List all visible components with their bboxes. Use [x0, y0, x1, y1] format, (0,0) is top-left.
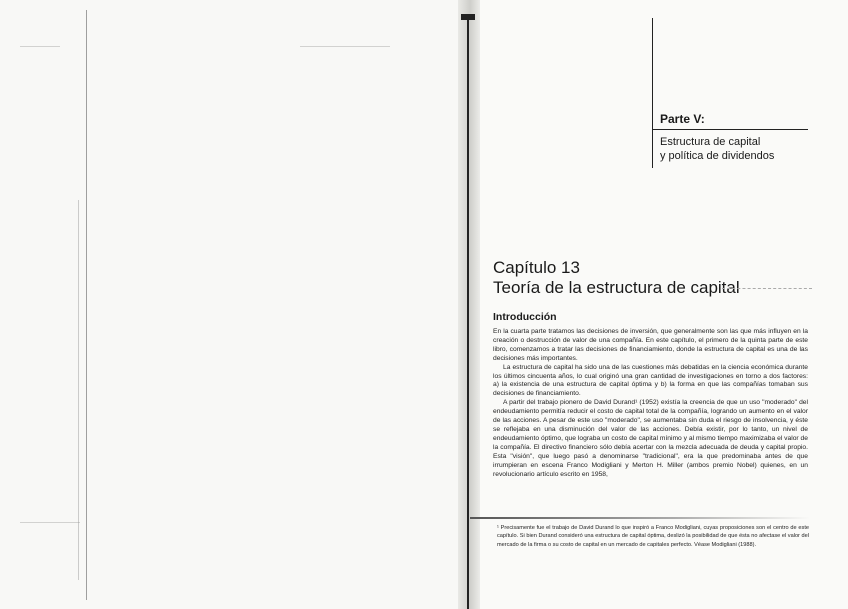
chapter-title: Teoría de la estructura de capital — [493, 278, 740, 297]
scan-artifact — [20, 46, 60, 47]
scan-artifact — [20, 522, 80, 523]
section-heading: Introducción — [493, 311, 557, 323]
paragraph: La estructura de capital ha sido una de las cuestiones más debatidas en la ciencia económica durante los últimos cincuenta años, lo cual originó una gran cantidad de investigaciones en torno a dos factores: a) la existencia de una estructura de capital óptima y b) la forma en que las compañías tomaban sus decisiones de financiamiento. — [493, 363, 808, 398]
scan-artifact — [300, 46, 390, 47]
part-label: Parte V: — [660, 112, 705, 126]
chapter-number: Capítulo 13 — [493, 258, 580, 277]
page-edge-line — [86, 10, 87, 600]
body-text — [493, 328, 808, 479]
paragraph: En la cuarta parte tratamos las decisiones de inversión, que generalmente son las que más influyen en la creación o destrucción de valor de una compañía. En este capítulo, el primero de la quinta parte de este libro, comenzamos a tratar las decisiones de financiamiento, donde la estructura de capital es una de las decisiones más importantes. — [493, 328, 808, 362]
part-horizontal-rule — [652, 129, 808, 130]
footnote-rule — [470, 517, 810, 519]
part-title-line: y política de dividendos — [660, 150, 775, 162]
part-title — [660, 135, 830, 163]
paragraph: A partir del trabajo pionero de David Durand¹ (1952) existía la creencia de que un uso "moderado" del endeudamiento permitía reducir el costo de capital total de la compañía, logrando un aumento en el valor de las acciones. A pesar de este uso "moderado", se aumentaba sin duda el riesgo de insolvencia, y éste se reflejaba en una disminución del valor de las acciones. Debía existir, por lo tanto, un nivel de endeudamiento óptimo, que lograba un costo de capital mínimo y al mismo tiempo maximizaba el valor de la compañía. El directivo financiero sólo debía acertar con la mezcla adecuada de deuda y capital propio. Esta "visión", que luego pasó a denominarse "tradicional", era la que predominaba antes de que irrumpieran en escena Franco Modigliani y Merton H. Miller (ambos premio Nobel) quienes, en un revolucionario artículo escrito en 1958, — [493, 399, 808, 478]
chapter-title-rule — [722, 288, 812, 290]
gutter-line — [467, 18, 469, 609]
part-vertical-rule — [652, 18, 653, 168]
footnote: ¹ Precisamente fue el trabajo de David Durand lo que inspiró a Franco Modigliani, cuyas proposiciones son el centro de este capítulo. Si bien Durand consideró una estructura de capital óptima, deslizó la posibilidad de que ésta no afectase el valor del mercado de la firma o su costo de capital en un mercado de capitales perfecto. Véase Modigliani (1988). — [497, 525, 809, 548]
part-title-line: Estructura de capital — [660, 136, 761, 148]
page-edge-line-faint — [78, 200, 79, 580]
